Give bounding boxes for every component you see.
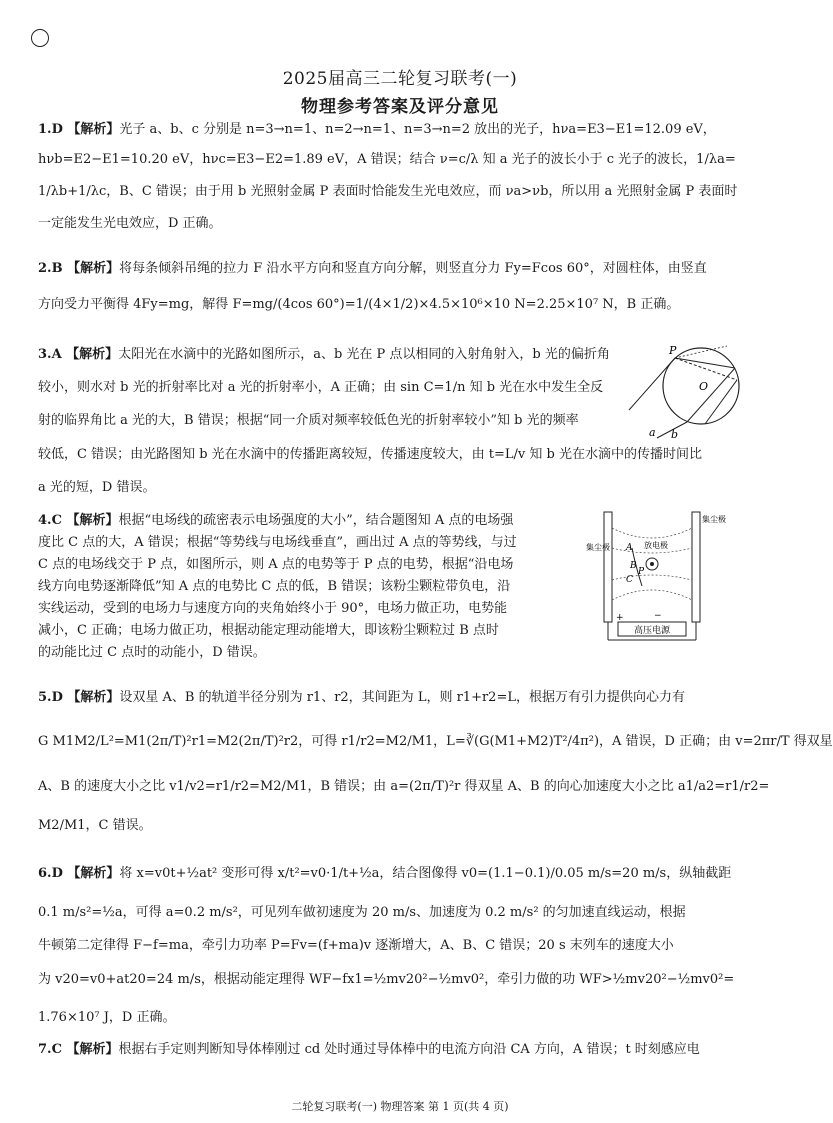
answer-line: 较小，则水对 b 光的折射率比对 a 光的折射率小，A 正确；由 sin C=1/n 知 b 光在水中发生全反 xyxy=(38,380,604,395)
answer-key-label: 2.B 【解析】 xyxy=(38,261,120,276)
page-footer: 二轮复习联考(一) 物理答案 第 1 页(共 4 页) xyxy=(291,1100,509,1113)
answer-line: 较低，C 错误；由光路图知 b 光在水滴中的传播距离较短，传播速度较大，由 t=L/v 知 b 光在水滴中的传播时间比 xyxy=(38,447,702,462)
answer-line: a 光的短，D 错误。 xyxy=(38,480,156,495)
page-corner-circle-icon xyxy=(31,29,49,47)
figure-label-b: b xyxy=(671,428,679,441)
page-subtitle: 物理参考答案及评分意见 xyxy=(301,97,499,117)
answer-key-label: 4.C 【解析】 xyxy=(38,513,119,528)
answer-line: 实线运动，受到的电场力与速度方向的夹角始终小于 90°，电场力做正功，电势能 xyxy=(38,601,508,616)
figure-label-minus: − xyxy=(654,611,662,621)
figure-label-collector-right: 集尘极 xyxy=(702,515,726,524)
answer-line: C 点的电场线交于 P 点，如图所示，则 A 点的电势等于 P 点的电势，根据“沿电场 xyxy=(38,557,514,572)
figure-label-p: P xyxy=(669,344,677,357)
figure-label-a: a xyxy=(649,426,656,439)
answer-line: 射的临界角比 a 光的大，B 错误；根据“同一介质对频率较低色光的折射率较小”知 b 光的频率 xyxy=(38,413,579,428)
answer-line: 线方向电势逐渐降低”知 A 点的电势比 C 点的低，B 错误；该粉尘颗粒带负电，沿 xyxy=(38,579,511,594)
answer-key-label: 5.D 【解析】 xyxy=(38,690,120,705)
figure-label-p: P xyxy=(638,567,645,577)
page-title: 2025届高三二轮复习联考(一) xyxy=(282,69,518,89)
answer-line: 为 v20=v0+at20=24 m/s，根据动能定理得 WF−fx1=½mv20²−½mv0²，牵引力做的功 WF>½mv20²−½mv0²= xyxy=(38,972,735,987)
water-droplet-figure xyxy=(627,340,765,440)
answer-line: 3.A 【解析】太阳光在水滴中的光路如图所示，a、b 光在 P 点以相同的入射角射入，b 光的偏折角 xyxy=(38,347,610,362)
answer-line: 牛顿第二定律得 F−f=ma，牵引力功率 P=Fv=(f+ma)v 逐渐增大，A、B、C 错误；20 s 末列车的速度大小 xyxy=(38,938,674,953)
answer-line: 0.1 m/s²=½a，可得 a=0.2 m/s²，可见列车做初速度为 20 m/s、加速度为 0.2 m/s² 的匀加速直线运动，根据 xyxy=(38,905,686,920)
answer-line: 4.C 【解析】根据“电场线的疏密表示电场强度的大小”，结合题图知 A 点的电场强 xyxy=(38,513,514,528)
answer-line: 一定能发生光电效应，D 正确。 xyxy=(38,216,222,231)
answer-key-label: 3.A 【解析】 xyxy=(38,347,119,362)
figure-label-discharge: 放电极 xyxy=(644,541,668,550)
answer-line: 7.C 【解析】根据右手定则判断知导体棒刚过 cd 处时通过导体棒中的电流方向沿 CA 方向，A 错误；t 时刻感应电 xyxy=(38,1042,700,1057)
answer-line: 6.D 【解析】将 x=v0t+½at² 变形可得 x/t²=v0·1/t+½a，结合图像得 v0=(1.1−0.1)/0.05 m/s=20 m/s，纵轴截距 xyxy=(38,866,732,881)
electrostatic-precipitator-figure xyxy=(586,508,762,648)
answer-line: 1.76×10⁷ J，D 正确。 xyxy=(38,1010,176,1025)
answer-key-label: 6.D 【解析】 xyxy=(38,866,120,881)
figure-label-o: O xyxy=(699,380,709,393)
answer-line: M2/M1，C 错误。 xyxy=(38,818,152,833)
answer-line: 5.D 【解析】设双星 A、B 的轨道半径分别为 r1、r2，其间距为 L，则 r1+r2=L，根据万有引力提供向心力有 xyxy=(38,690,685,705)
answer-line: G M1M2/L²=M1(2π/T)²r1=M2(2π/T)²r2，可得 r1/r2=M2/M1，L=∛(G(M1+M2)T²/4π²)，A 错误，D 正确；由 v=2πr/T 得双星 xyxy=(38,734,833,749)
answer-line: 度比 C 点的大，A 错误；根据“等势线与电场线垂直”，画出过 A 点的等势线，与过 xyxy=(38,535,517,550)
answer-line: 1.D 【解析】光子 a、b、c 分别是 n=3→n=1、n=2→n=1、n=3→n=2 放出的光子，hνa=E3−E1=12.09 eV， xyxy=(38,122,716,137)
answer-line: A、B 的速度大小之比 v1/v2=r1/r2=M2/M1，B 错误；由 a=(2π/T)²r 得双星 A、B 的向心加速度大小之比 a1/a2=r1/r2= xyxy=(38,779,770,794)
answer-line: 的动能比过 C 点时的动能小，D 错误。 xyxy=(38,645,266,660)
answer-line: 1/λb+1/λc，B、C 错误；由于用 b 光照射金属 P 表面时恰能发生光电效应，而 νa>νb，所以用 a 光照射金属 P 表面时 xyxy=(38,184,738,199)
figure-label-plus: + xyxy=(616,613,624,623)
answer-key-label: 1.D 【解析】 xyxy=(38,122,120,137)
figure-label-c: C xyxy=(626,575,633,585)
figure-label-b: B xyxy=(630,561,637,571)
answer-key-label: 7.C 【解析】 xyxy=(38,1042,119,1057)
figure-label-a: A xyxy=(626,543,633,553)
answer-line: hνb=E2−E1=10.20 eV，hνc=E3−E2=1.89 eV，A 错误；结合 ν=c/λ 知 a 光子的波长小于 c 光子的波长，1/λa= xyxy=(38,152,736,167)
answer-line: 减小，C 正确；电场力做正功，根据动能定理动能增大，即该粉尘颗粒过 B 点时 xyxy=(38,623,499,638)
figure-label-power: 高压电源 xyxy=(633,626,671,636)
answer-line: 方向受力平衡得 4Fy=mg，解得 F=mg/(4cos 60°)=1/(4×1/2)×4.5×10⁶×10 N=2.25×10⁷ N，B 正确。 xyxy=(38,297,680,312)
answer-line: 2.B 【解析】将每条倾斜吊绳的拉力 F 沿水平方向和竖直方向分解，则竖直分力 Fy=Fcos 60°，对圆柱体，由竖直 xyxy=(38,261,707,276)
figure-label-collector-left: 集尘极 xyxy=(586,543,610,552)
